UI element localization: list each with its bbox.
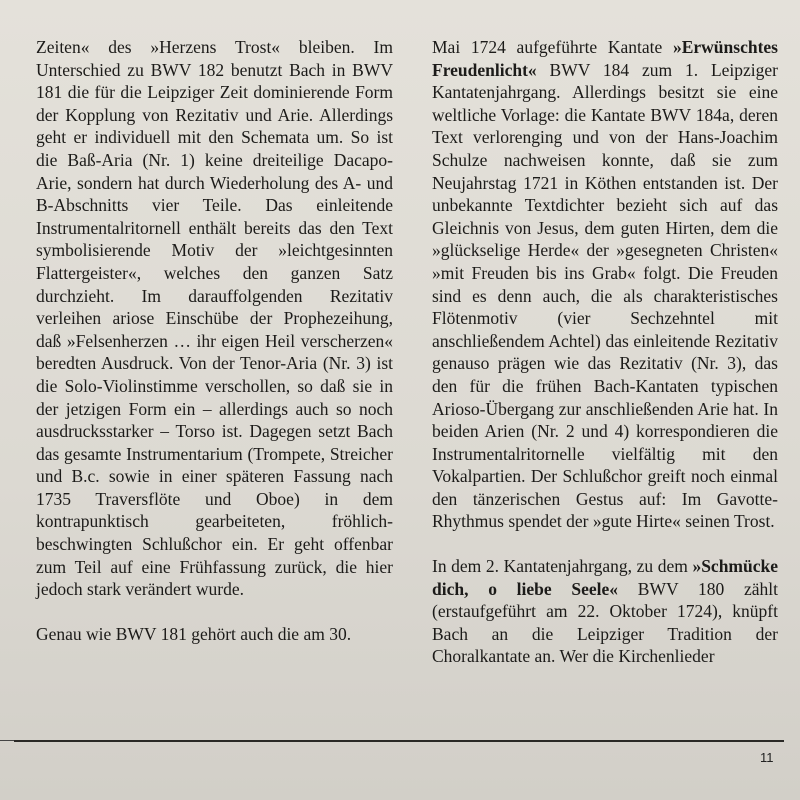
right-p1-start: Mai 1724 aufgeführte Kantate <box>432 37 673 57</box>
right-p2-start: In dem 2. Kantatenjahrgang, zu dem <box>432 556 693 577</box>
left-paragraph-2: Genau wie BWV 181 gehört auch die am 30. <box>36 623 352 644</box>
right-p2-rest: BWV 180 zählt (erstaufgeführt am 22. Oktober 1724), knüpft Bach an die Leipziger Tradition der Choralkantate an. Wer die Kirchenlieder <box>432 578 778 667</box>
footer-rule <box>14 740 784 742</box>
page-number: 11 <box>760 750 774 765</box>
cantata-title-bwv180: »Schmücke dich, o liebe Seele« <box>432 556 778 599</box>
right-paragraph-2 <box>432 555 778 668</box>
right-paragraph-1 <box>432 36 778 533</box>
left-column <box>36 36 393 645</box>
footer-rule-edge <box>0 740 14 741</box>
right-column <box>432 36 778 668</box>
right-p1-rest: BWV 184 zum 1. Leipziger Kantatenjahrgang. Allerdings besitzt sie eine weltliche Vorlage: die Kantate BWV 184a, deren Text verlorenging und von der Hans-Joachim Schulze nachweisen konnte, daß sie zum Neujahrstag 1721 in Köthen entstanden ist. Der unbekannte Textdichter bezieht sich auf das Gleichnis von Jesus, dem guten Hirten, dem die »glückselige Herde« der »gesegneten Christen« »mit Freuden bis ins Grab« folgt. Die Freuden sind es denn auch, die als charakteristisches Flötenmotiv (vier Sechzehntel mit anschließendem Achtel) das einleitende Rezitativ genauso prägen wie das Rezitativ (Nr. 3), das den für die frühen Bach-Kantaten typischen Arioso-Übergang zur anschließenden Arie hat. In beiden Arien (Nr. 2 und 4) korrespondieren die Instrumentalritornelle vielfältig mit den Vokalpartien. Der Schlußchor greift noch einmal den tänzerischen Gestus auf: Im Gavotte-Rhythmus spendet der »gute Hirte« seinen Trost. <box>432 59 778 532</box>
cantata-title-bwv184: »Erwünschtes Freudenlicht« <box>432 37 778 80</box>
left-paragraph-1: Zeiten« des »Herzens Trost« bleiben. Im Unterschied zu BWV 182 benutzt Bach in BWV 181 die für die Leipziger Zeit dominierende Form der Kopplung von Rezitativ und Arie. Allerdings geht er individuell mit den Schemata um. So ist die Baß-Aria (Nr. 1) keine dreiteilige Dacapo-Arie, sondern hat durch Wiederholung des A- und B-Abschnitts vier Teile. Das einleitende Instrumentalritornell enthält bereits das den Text symbolisierende Motiv der »leichtgesinnten Flattergeister«, welches den ganzen Satz durchzieht. Im darauffolgenden Rezitativ verleihen ariose Einschübe der Prophezeihung, daß »Felsenherzen … ihr eigen Heil verscherzen« beredten Ausdruck. Von der Tenor-Aria (Nr. 3) ist die Solo-Violinstimme verschollen, so daß sie in der jetzigen Form ein – allerdings auch so noch ausdrucksstarker – Torso ist. Dagegen setzt Bach das gesamte Instrumentarium (Trompete, Streicher und B.c. sowie in einer späteren Fassung nach 1735 Traversflöte und Oboe) in dem kontrapunktisch gearbeiteten, fröhlich-beschwingten Schlußchor ein. Er geht offenbar zum Teil auf eine Frühfassung zurück, die hier jedoch stark verändert wurde. <box>36 37 393 600</box>
